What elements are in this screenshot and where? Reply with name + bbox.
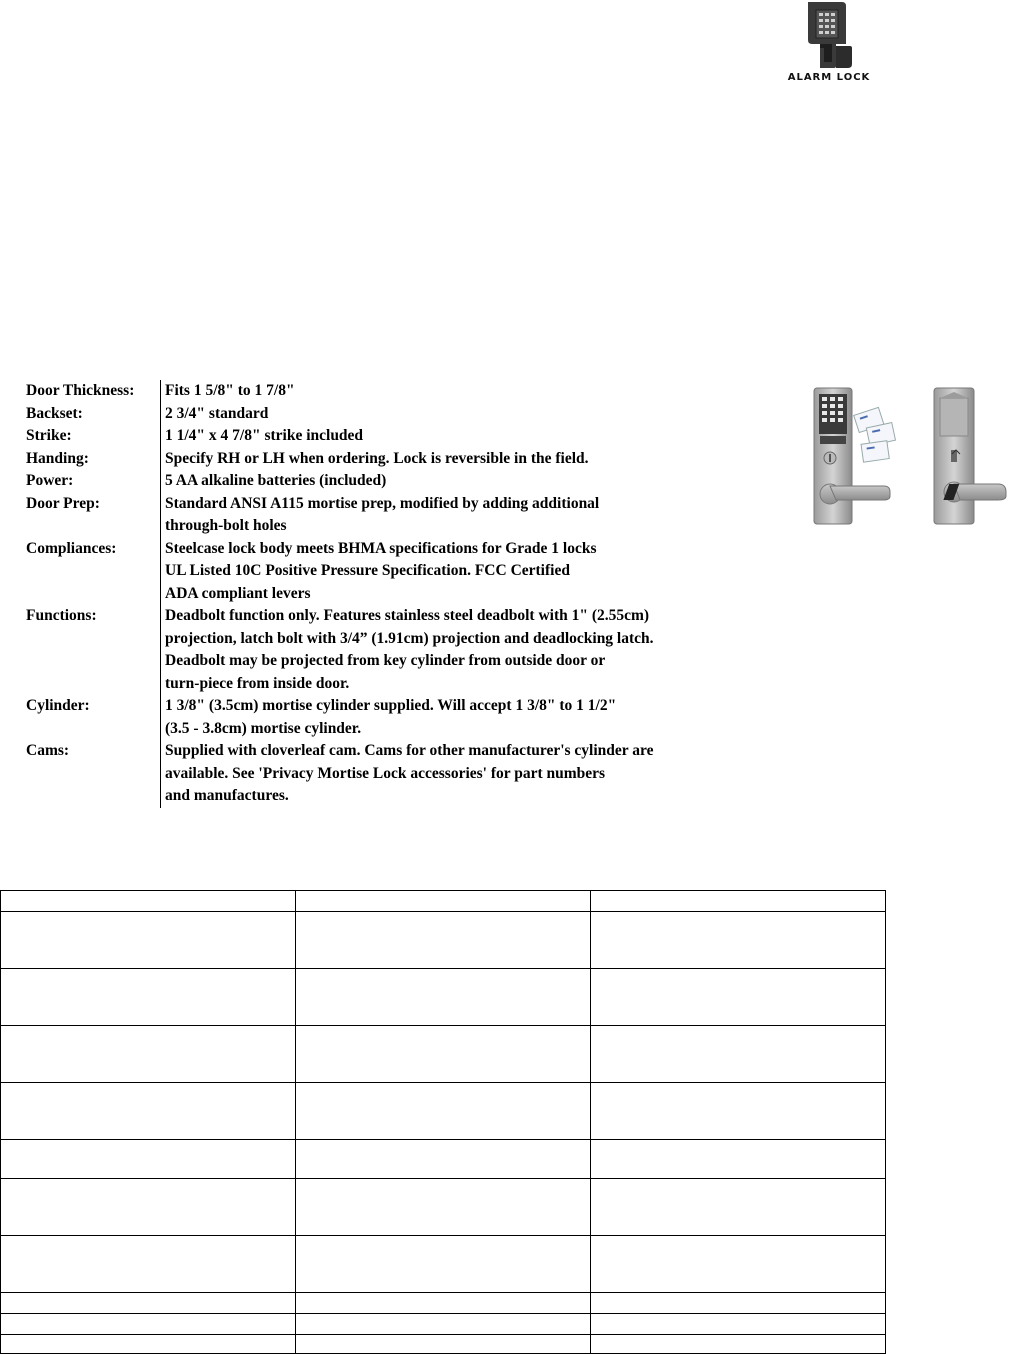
spec-label: Cylinder: bbox=[26, 697, 90, 714]
grid-cell bbox=[296, 969, 591, 1026]
grid-row bbox=[1, 1236, 886, 1293]
spec-label: Door Prep: bbox=[26, 494, 100, 512]
grid-cell bbox=[591, 1140, 886, 1179]
spec-value-line: and manufactures. bbox=[165, 787, 289, 804]
product-image bbox=[806, 350, 1019, 560]
grid-cell bbox=[591, 1314, 886, 1335]
spec-value-line: Deadbolt may be projected from key cylinder from outside door or bbox=[165, 652, 606, 669]
alarm-lock-logo bbox=[766, 0, 892, 86]
grid-row bbox=[1, 1140, 886, 1179]
grid-row bbox=[1, 912, 886, 969]
grid-cell bbox=[591, 1335, 886, 1354]
grid-cell bbox=[1, 1335, 296, 1354]
spec-row bbox=[26, 470, 654, 493]
grid-row bbox=[1, 1314, 886, 1335]
spec-value-line: 2 3/4" standard bbox=[165, 404, 269, 422]
spec-value-line: ADA compliant levers bbox=[165, 584, 311, 602]
spec-label: Backset: bbox=[26, 404, 83, 422]
grid-cell bbox=[591, 1083, 886, 1140]
spec-row bbox=[26, 740, 654, 808]
grid-cell bbox=[296, 1335, 591, 1354]
spec-value-line: 5 AA alkaline batteries (included) bbox=[165, 472, 387, 489]
keypad-lock-illustration-icon bbox=[806, 350, 1019, 560]
spec-row bbox=[26, 605, 654, 695]
spec-value-line: Supplied with cloverleaf cam. Cams for other manufacturer's cylinder are bbox=[165, 742, 654, 759]
spec-values bbox=[160, 425, 363, 448]
spec-value-line: Fits 1 5/8" to 1 7/8" bbox=[165, 382, 295, 399]
spec-value-line: turn-piece from inside door. bbox=[165, 674, 350, 692]
grid-cell bbox=[1, 1083, 296, 1140]
spec-row bbox=[26, 425, 654, 448]
empty-grid-table bbox=[0, 890, 886, 1354]
spec-label: Handing: bbox=[26, 449, 89, 467]
grid-row bbox=[1, 969, 886, 1026]
spec-value-line: Standard ANSI A115 mortise prep, modified by adding additional bbox=[165, 494, 600, 512]
spec-values bbox=[160, 380, 295, 403]
spec-values bbox=[160, 493, 599, 538]
spec-values bbox=[160, 695, 616, 740]
grid-cell bbox=[1, 969, 296, 1026]
spec-values bbox=[160, 605, 654, 695]
spec-row bbox=[26, 538, 654, 606]
grid-cell bbox=[591, 1179, 886, 1236]
grid-cell bbox=[1, 891, 296, 912]
grid-cell bbox=[1, 1140, 296, 1179]
spec-label: Functions: bbox=[26, 607, 97, 624]
spec-row bbox=[26, 493, 654, 538]
grid-cell bbox=[296, 1083, 591, 1140]
spec-value-line: Steelcase lock body meets BHMA specifications for Grade 1 locks bbox=[165, 539, 597, 557]
logo-mark-icon bbox=[806, 0, 856, 70]
grid-cell bbox=[1, 1314, 296, 1335]
spec-values bbox=[160, 740, 654, 808]
spec-values bbox=[160, 448, 589, 471]
spec-list bbox=[26, 380, 654, 808]
grid-cell bbox=[296, 912, 591, 969]
grid-row bbox=[1, 891, 886, 912]
grid-cell bbox=[296, 1026, 591, 1083]
spec-values bbox=[160, 470, 386, 493]
grid-row bbox=[1, 1293, 886, 1314]
grid-row bbox=[1, 1026, 886, 1083]
logo-text: ALARM LOCK bbox=[787, 72, 871, 83]
spec-values bbox=[160, 403, 268, 426]
grid-row bbox=[1, 1335, 886, 1354]
spec-label: Cams: bbox=[26, 742, 70, 759]
spec-value-line: (3.5 - 3.8cm) mortise cylinder. bbox=[165, 719, 362, 737]
grid-cell bbox=[1, 912, 296, 969]
grid-cell bbox=[1, 1236, 296, 1293]
spec-value-line: Deadbolt function only. Features stainless steel deadbolt with 1" (2.55cm) bbox=[165, 607, 650, 624]
spec-label: Strike: bbox=[26, 427, 72, 444]
spec-label: Compliances: bbox=[26, 539, 117, 557]
grid-cell bbox=[591, 1293, 886, 1314]
grid-cell bbox=[591, 1236, 886, 1293]
grid-cell bbox=[591, 969, 886, 1026]
grid-cell bbox=[296, 1293, 591, 1314]
grid-cell bbox=[591, 891, 886, 912]
spec-value-line: through-bolt holes bbox=[165, 517, 287, 534]
spec-row bbox=[26, 448, 654, 471]
grid-cell bbox=[591, 1026, 886, 1083]
grid-cell bbox=[296, 1314, 591, 1335]
spec-value-line: UL Listed 10C Positive Pressure Specification. FCC Certified bbox=[165, 562, 570, 579]
grid-cell bbox=[1, 1179, 296, 1236]
spec-label: Door Thickness: bbox=[26, 382, 135, 399]
spec-value-line: 1 3/8" (3.5cm) mortise cylinder supplied. Will accept 1 3/8" to 1 1/2" bbox=[165, 697, 617, 714]
grid-cell bbox=[296, 1236, 591, 1293]
grid-cell bbox=[1, 1026, 296, 1083]
spec-value-line: 1 1/4" x 4 7/8" strike included bbox=[165, 427, 364, 444]
spec-value-line: projection, latch bolt with 3/4” (1.91cm) projection and deadlocking latch. bbox=[165, 629, 654, 647]
grid-cell bbox=[296, 1140, 591, 1179]
spec-values bbox=[160, 538, 597, 606]
grid-cell bbox=[296, 1179, 591, 1236]
spec-label: Power: bbox=[26, 472, 74, 489]
grid-cell bbox=[591, 912, 886, 969]
spec-row bbox=[26, 380, 654, 403]
spec-row bbox=[26, 403, 654, 426]
grid-cell bbox=[1, 1293, 296, 1314]
spec-value-line: Specify RH or LH when ordering. Lock is reversible in the field. bbox=[165, 449, 589, 467]
spec-row bbox=[26, 695, 654, 740]
grid-cell bbox=[296, 891, 591, 912]
grid-row bbox=[1, 1179, 886, 1236]
grid-row bbox=[1, 1083, 886, 1140]
spec-value-line: available. See 'Privacy Mortise Lock accessories' for part numbers bbox=[165, 764, 606, 782]
